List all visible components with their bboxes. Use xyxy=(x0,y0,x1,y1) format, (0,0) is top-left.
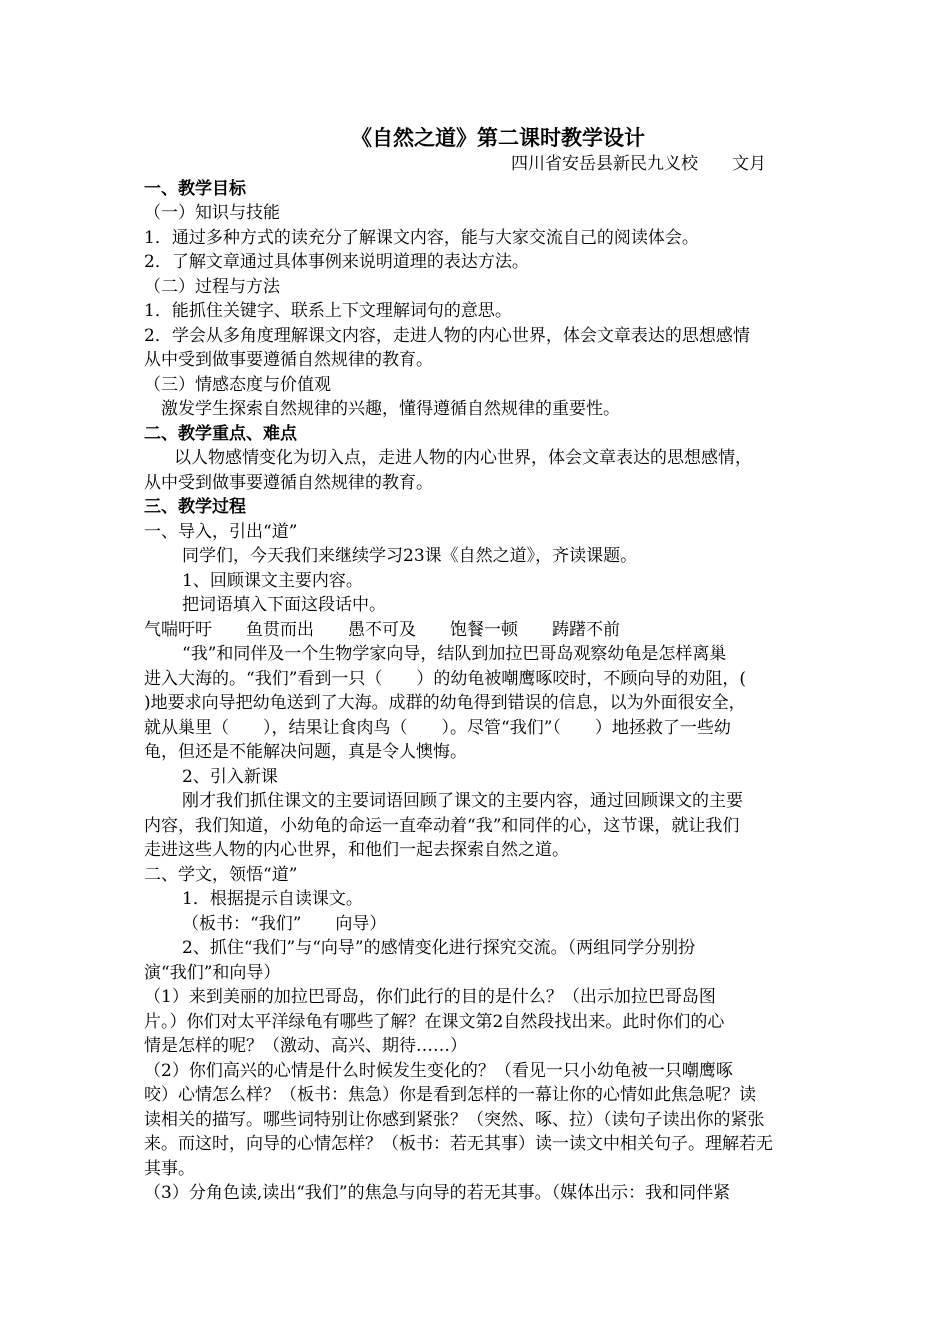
paragraph-line: 内容，我们知道，小幼龟的命运一直牵动着“我”和同伴的心，这节课，就让我们 xyxy=(144,815,740,836)
section-heading-process: 三、教学过程 xyxy=(144,497,246,517)
subheading-process: （二）过程与方法 xyxy=(144,276,280,297)
subheading-intro: 一、导入，引出“道” xyxy=(144,521,298,542)
paragraph-line: 读相关的描写。哪些词特别让你感到紧张？（突然、啄、拉）（读句子读出你的紧张 xyxy=(144,1109,765,1130)
document-page xyxy=(144,124,812,1206)
paragraph-line: 同学们，今天我们来继续学习23课《自然之道》，齐读课题。 xyxy=(182,546,638,566)
paragraph-line: 刚才我们抓住课文的主要词语回顾了课文的主要内容，通过回顾课文的主要 xyxy=(182,791,743,811)
paragraph-line: （2）你们高兴的心情是什么时候发生变化的？（看见一只小幼龟被一只嘲鹰啄 xyxy=(144,1060,733,1081)
paragraph-line: 把词语填入下面这段话中。 xyxy=(182,595,386,615)
paragraph-line: 2．学会从多角度理解课文内容，走进人物的内心世界，体会文章表达的思想感情 xyxy=(144,325,750,346)
paragraph-line: 龟，但还是不能解决问题，真是令人懊悔。 xyxy=(144,742,467,762)
paragraph-line: 2、引入新课 xyxy=(182,766,278,787)
paragraph-line: 就从巢里（ ），结果让食肉鸟（ ）。尽管“我们”（ ）地拯救了一些幼 xyxy=(144,717,731,738)
paragraph-line: （板书：“我们” 向导） xyxy=(182,913,387,934)
paragraph-line: 咬）心情怎么样？（板书：焦急）你是看到怎样的一幕让你的心情如此焦急呢？读 xyxy=(144,1085,756,1105)
document-title: 《自然之道》第二课时教学设计 xyxy=(351,125,645,150)
paragraph-line: （3）分角色读,读出“我们”的焦急与向导的若无其事。（媒体出示：我和同伴紧 xyxy=(144,1183,731,1203)
paragraph-line: 情是怎样的呢？（激动、高兴、期待……） xyxy=(144,1036,467,1056)
paragraph-line: 1．根据提示自读课文。 xyxy=(182,889,363,909)
paragraph-line: 来。而这时，向导的心情怎样？（板书：若无其事）读一读文中相关句子。理解若无 xyxy=(144,1134,773,1154)
paragraph-line: 以人物感情变化为切入点，走进人物的内心世界，体会文章表达的思想感情， xyxy=(174,448,752,468)
paragraph-line: “我”和同伴及一个生物学家向导，结队到加拉巴哥岛观察幼龟是怎样离巢 xyxy=(182,644,727,664)
paragraph-line: 2、抓住“我们”与“向导”的感情变化进行探究交流。（两组同学分别扮 xyxy=(182,938,696,958)
paragraph-line: 进入大海的。“我们”看到一只（ ）的幼龟被嘲鹰啄咬时，不顾向导的劝阻，( xyxy=(144,668,747,689)
paragraph-line: 从中受到做事要遵循自然规律的教育。 xyxy=(144,472,433,493)
subheading-study: 二、学文，领悟“道” xyxy=(144,864,298,885)
section-heading-keypoints: 二、教学重点、难点 xyxy=(144,423,297,444)
paragraph-line: （1）来到美丽的加拉巴哥岛，你们此行的目的是什么？（出示加拉巴哥岛图 xyxy=(144,987,716,1007)
paragraph-line: 1．通过多种方式的读充分了解课文内容，能与大家交流自己的阅读体会。 xyxy=(144,227,699,248)
paragraph-line: 其事。 xyxy=(144,1158,195,1179)
section-heading-goals: 一、教学目标 xyxy=(144,178,246,199)
subheading-attitude: （三）情感态度与价值观 xyxy=(144,374,331,395)
paragraph-line: 演“我们”和向导） xyxy=(144,962,281,983)
subheading-knowledge: （一）知识与技能 xyxy=(144,203,280,223)
paragraph-line: 2．了解文章通过具体事例来说明道理的表达方法。 xyxy=(144,252,529,272)
document-author: 四川省安岳县新民九义校 文月 xyxy=(511,154,766,174)
paragraph-line: 片。）你们对太平洋绿龟有哪些了解？在课文第2自然段找出来。此时你们的心 xyxy=(144,1011,725,1032)
paragraph-line: 1、回顾课文主要内容。 xyxy=(182,570,363,591)
word-bank-line: 气喘吁吁 鱼贯而出 愚不可及 饱餐一顿 踌躇不前 xyxy=(144,619,620,640)
paragraph-line: )地要求向导把幼龟送到了大海。成群的幼龟得到错误的信息，以为外面很安全， xyxy=(144,693,746,713)
paragraph-line: 激发学生探索自然规律的兴趣，懂得遵循自然规律的重要性。 xyxy=(161,399,620,419)
paragraph-line: 从中受到做事要遵循自然规律的教育。 xyxy=(144,350,433,370)
paragraph-line: 1．能抓住关键字、联系上下文理解词句的意思。 xyxy=(144,301,512,321)
paragraph-line: 走进这些人物的内心世界，和他们一起去探索自然之道。 xyxy=(144,840,569,860)
